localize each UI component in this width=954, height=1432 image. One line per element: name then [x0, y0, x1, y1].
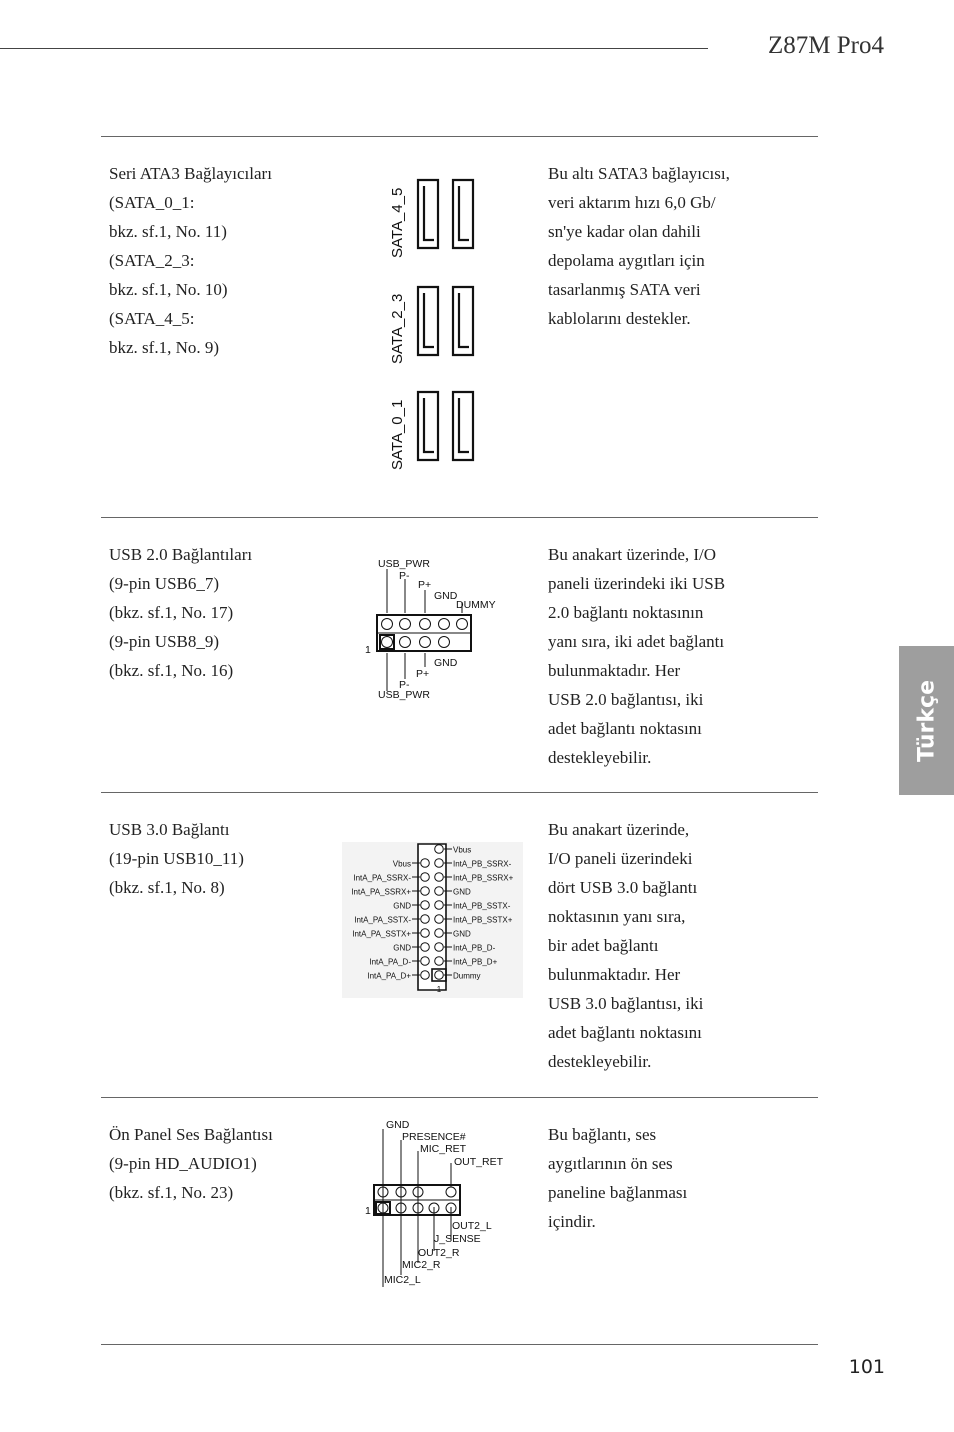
text-line: tasarlanmış SATA veri: [548, 280, 701, 299]
text-line: Seri ATA3 Bağlayıcıları: [109, 164, 272, 183]
pin-label: P-: [399, 570, 410, 582]
pin-label: GND: [453, 929, 471, 939]
text-line: (9-pin USB6_7): [109, 574, 220, 593]
text-line: depolama aygıtları için: [548, 251, 705, 270]
usb2-description-left: [109, 540, 252, 685]
pin-icon: [421, 957, 430, 966]
pin-icon: [435, 929, 444, 938]
text-line: bkz. sf.1, No. 11): [109, 222, 227, 241]
text-line: USB 2.0 Bağlantıları: [109, 545, 253, 564]
pin-label: GND: [386, 1119, 410, 1131]
pin-icon: [421, 929, 430, 938]
text-line: Bu anakart üzerinde,: [548, 820, 690, 839]
section-divider: [101, 517, 818, 518]
model-title: Z87M Pro4: [768, 32, 884, 59]
text-line: USB 3.0 Bağlantı: [109, 820, 230, 839]
text-line: paneline bağlanması: [548, 1183, 688, 1202]
text-line: (bkz. sf.1, No. 16): [109, 661, 234, 680]
text-line: bkz. sf.1, No. 10): [109, 280, 228, 299]
text-line: (SATA_2_3:: [109, 251, 195, 270]
pin-label: GND: [393, 901, 411, 911]
text-line: bir adet bağlantı: [548, 936, 659, 955]
header-rule: [0, 48, 708, 49]
pin-icon: [435, 915, 444, 924]
pin-label: P+: [416, 668, 430, 680]
text-line: bulunmaktadır. Her: [548, 965, 681, 984]
text-line: 2.0 bağlantı noktasının: [548, 603, 704, 622]
pin-label: IntA_PA_D+: [367, 971, 411, 981]
pin-icon: [421, 873, 430, 882]
pin-label: IntA_PA_SSRX+: [351, 887, 411, 897]
pin-label: Dummy: [453, 971, 481, 981]
sata-port-icon: [453, 392, 473, 460]
pin-icon: [435, 859, 444, 868]
section-divider: [101, 1097, 818, 1098]
text-line: dört USB 3.0 bağlantı: [548, 878, 698, 897]
text-line: I/O paneli üzerindeki: [548, 849, 693, 868]
sata-label: SATA_0_1: [389, 399, 406, 470]
pin-label: IntA_PB_SSTX-: [453, 901, 511, 911]
pin-icon: [435, 845, 444, 854]
section-divider: [101, 136, 818, 137]
pin-icon: [421, 943, 430, 952]
pin-label: MIC_RET: [420, 1143, 467, 1155]
usb2-description-right: [548, 540, 778, 772]
text-line: bulunmaktadır. Her: [548, 661, 681, 680]
pin-label: P+: [418, 579, 432, 591]
text-line: yanı sıra, iki adet bağlantı: [548, 632, 725, 651]
text-line: veri aktarım hızı 6,0 Gb/: [548, 193, 716, 212]
pin-label: Vbus: [392, 859, 411, 869]
text-line: adet bağlantı noktasını: [548, 719, 702, 738]
text-line: aygıtlarının ön ses: [548, 1154, 673, 1173]
pin-icon: [435, 957, 444, 966]
language-tab: [899, 646, 954, 795]
pin-icon: [421, 915, 430, 924]
text-line: kablolarını destekler.: [548, 309, 691, 328]
text-line: içindir.: [548, 1212, 596, 1231]
pin-icon: [435, 887, 444, 896]
text-line: (bkz. sf.1, No. 23): [109, 1183, 234, 1202]
section-divider: [101, 792, 818, 793]
text-line: Ön Panel Ses Bağlantısı: [109, 1125, 273, 1144]
text-line: (19-pin USB10_11): [109, 849, 244, 868]
pin-icon: [435, 943, 444, 952]
text-line: USB 3.0 bağlantısı, iki: [548, 994, 704, 1013]
pin-label: OUT2_R: [418, 1247, 460, 1259]
pin-label: IntA_PB_SSRX-: [453, 859, 512, 869]
pin-label: IntA_PB_SSRX+: [453, 873, 514, 883]
pin-icon: [421, 887, 430, 896]
audio-description-left: [109, 1120, 273, 1207]
section-divider: [101, 1344, 818, 1345]
text-line: noktasının yanı sıra,: [548, 907, 686, 926]
pin-label: MIC2_R: [402, 1259, 441, 1271]
page-number: 101: [848, 1356, 885, 1378]
text-line: Bu anakart üzerinde, I/O: [548, 545, 717, 564]
pin-icon: [421, 971, 430, 980]
pin-icon: [435, 971, 444, 980]
sata-port-icon: [418, 180, 438, 248]
pin-label: 1: [365, 644, 371, 656]
usb2-header-diagram: [360, 555, 510, 705]
sata-description-right: [548, 159, 778, 333]
pin-label: GND: [453, 887, 471, 897]
text-line: (SATA_0_1:: [109, 193, 195, 212]
text-line: (bkz. sf.1, No. 8): [109, 878, 225, 897]
usb3-header-diagram: [342, 842, 523, 998]
text-line: (9-pin HD_AUDIO1): [109, 1154, 257, 1173]
sata-port-icon: [418, 287, 438, 355]
pin-label: OUT_RET: [454, 1156, 504, 1168]
text-line: USB 2.0 bağlantısı, iki: [548, 690, 704, 709]
pin-label: Vbus: [453, 845, 472, 855]
pin-label: GND: [434, 590, 458, 602]
usb3-description-left: [109, 815, 244, 902]
pin-label: PRESENCE#: [402, 1131, 466, 1143]
text-line: (bkz. sf.1, No. 17): [109, 603, 234, 622]
sata-port-icon: [418, 392, 438, 460]
pin-label: 1: [365, 1205, 371, 1217]
sata-label: SATA_2_3: [389, 293, 406, 364]
text-line: Bu bağlantı, ses: [548, 1125, 657, 1144]
pin-label: IntA_PA_SSTX+: [352, 929, 411, 939]
sata-connector-diagram: [380, 170, 490, 480]
text-line: (SATA_4_5:: [109, 309, 195, 328]
pin-label: IntA_PB_D-: [453, 943, 496, 953]
text-line: (9-pin USB8_9): [109, 632, 220, 651]
pin-label: GND: [393, 943, 411, 953]
pin-label: MIC2_L: [384, 1274, 421, 1286]
pin-label: P-: [399, 679, 410, 691]
text-line: paneli üzerindeki iki USB: [548, 574, 726, 593]
text-line: bkz. sf.1, No. 9): [109, 338, 220, 357]
pin-label: IntA_PB_SSTX+: [453, 915, 513, 925]
text-line: destekleyebilir.: [548, 1052, 652, 1071]
pin-icon: [435, 873, 444, 882]
sata-port-icon: [453, 180, 473, 248]
pin-label: 1: [436, 985, 442, 994]
text-line: sn'ye kadar olan dahili: [548, 222, 701, 241]
pin-icon: [435, 901, 444, 910]
text-line: Bu altı SATA3 bağlayıcısı,: [548, 164, 730, 183]
pin-label: USB_PWR: [378, 689, 430, 701]
pin-icon: [421, 859, 430, 868]
pin-label: IntA_PA_SSRX-: [353, 873, 411, 883]
pin-label: OUT2_L: [452, 1220, 492, 1232]
pin-label: USB_PWR: [378, 558, 430, 570]
pin-icon: [421, 901, 430, 910]
sata-label: SATA_4_5: [389, 187, 406, 258]
pin-label: IntA_PA_D-: [369, 957, 411, 967]
pin-label: J_SENSE: [434, 1233, 481, 1245]
sata-description-left: [109, 159, 272, 362]
audio-description-right: [548, 1120, 778, 1236]
audio-header-diagram: [362, 1117, 512, 1289]
sata-port-icon: [453, 287, 473, 355]
text-line: destekleyebilir.: [548, 748, 652, 767]
text-line: adet bağlantı noktasını: [548, 1023, 702, 1042]
usb3-description-right: [548, 815, 778, 1076]
language-tab-label: Türkçe: [914, 679, 939, 762]
pin-label: IntA_PB_D+: [453, 957, 498, 967]
pin-label: GND: [434, 657, 458, 669]
pin-label: IntA_PA_SSTX-: [354, 915, 411, 925]
pin-label: DUMMY: [456, 599, 496, 611]
